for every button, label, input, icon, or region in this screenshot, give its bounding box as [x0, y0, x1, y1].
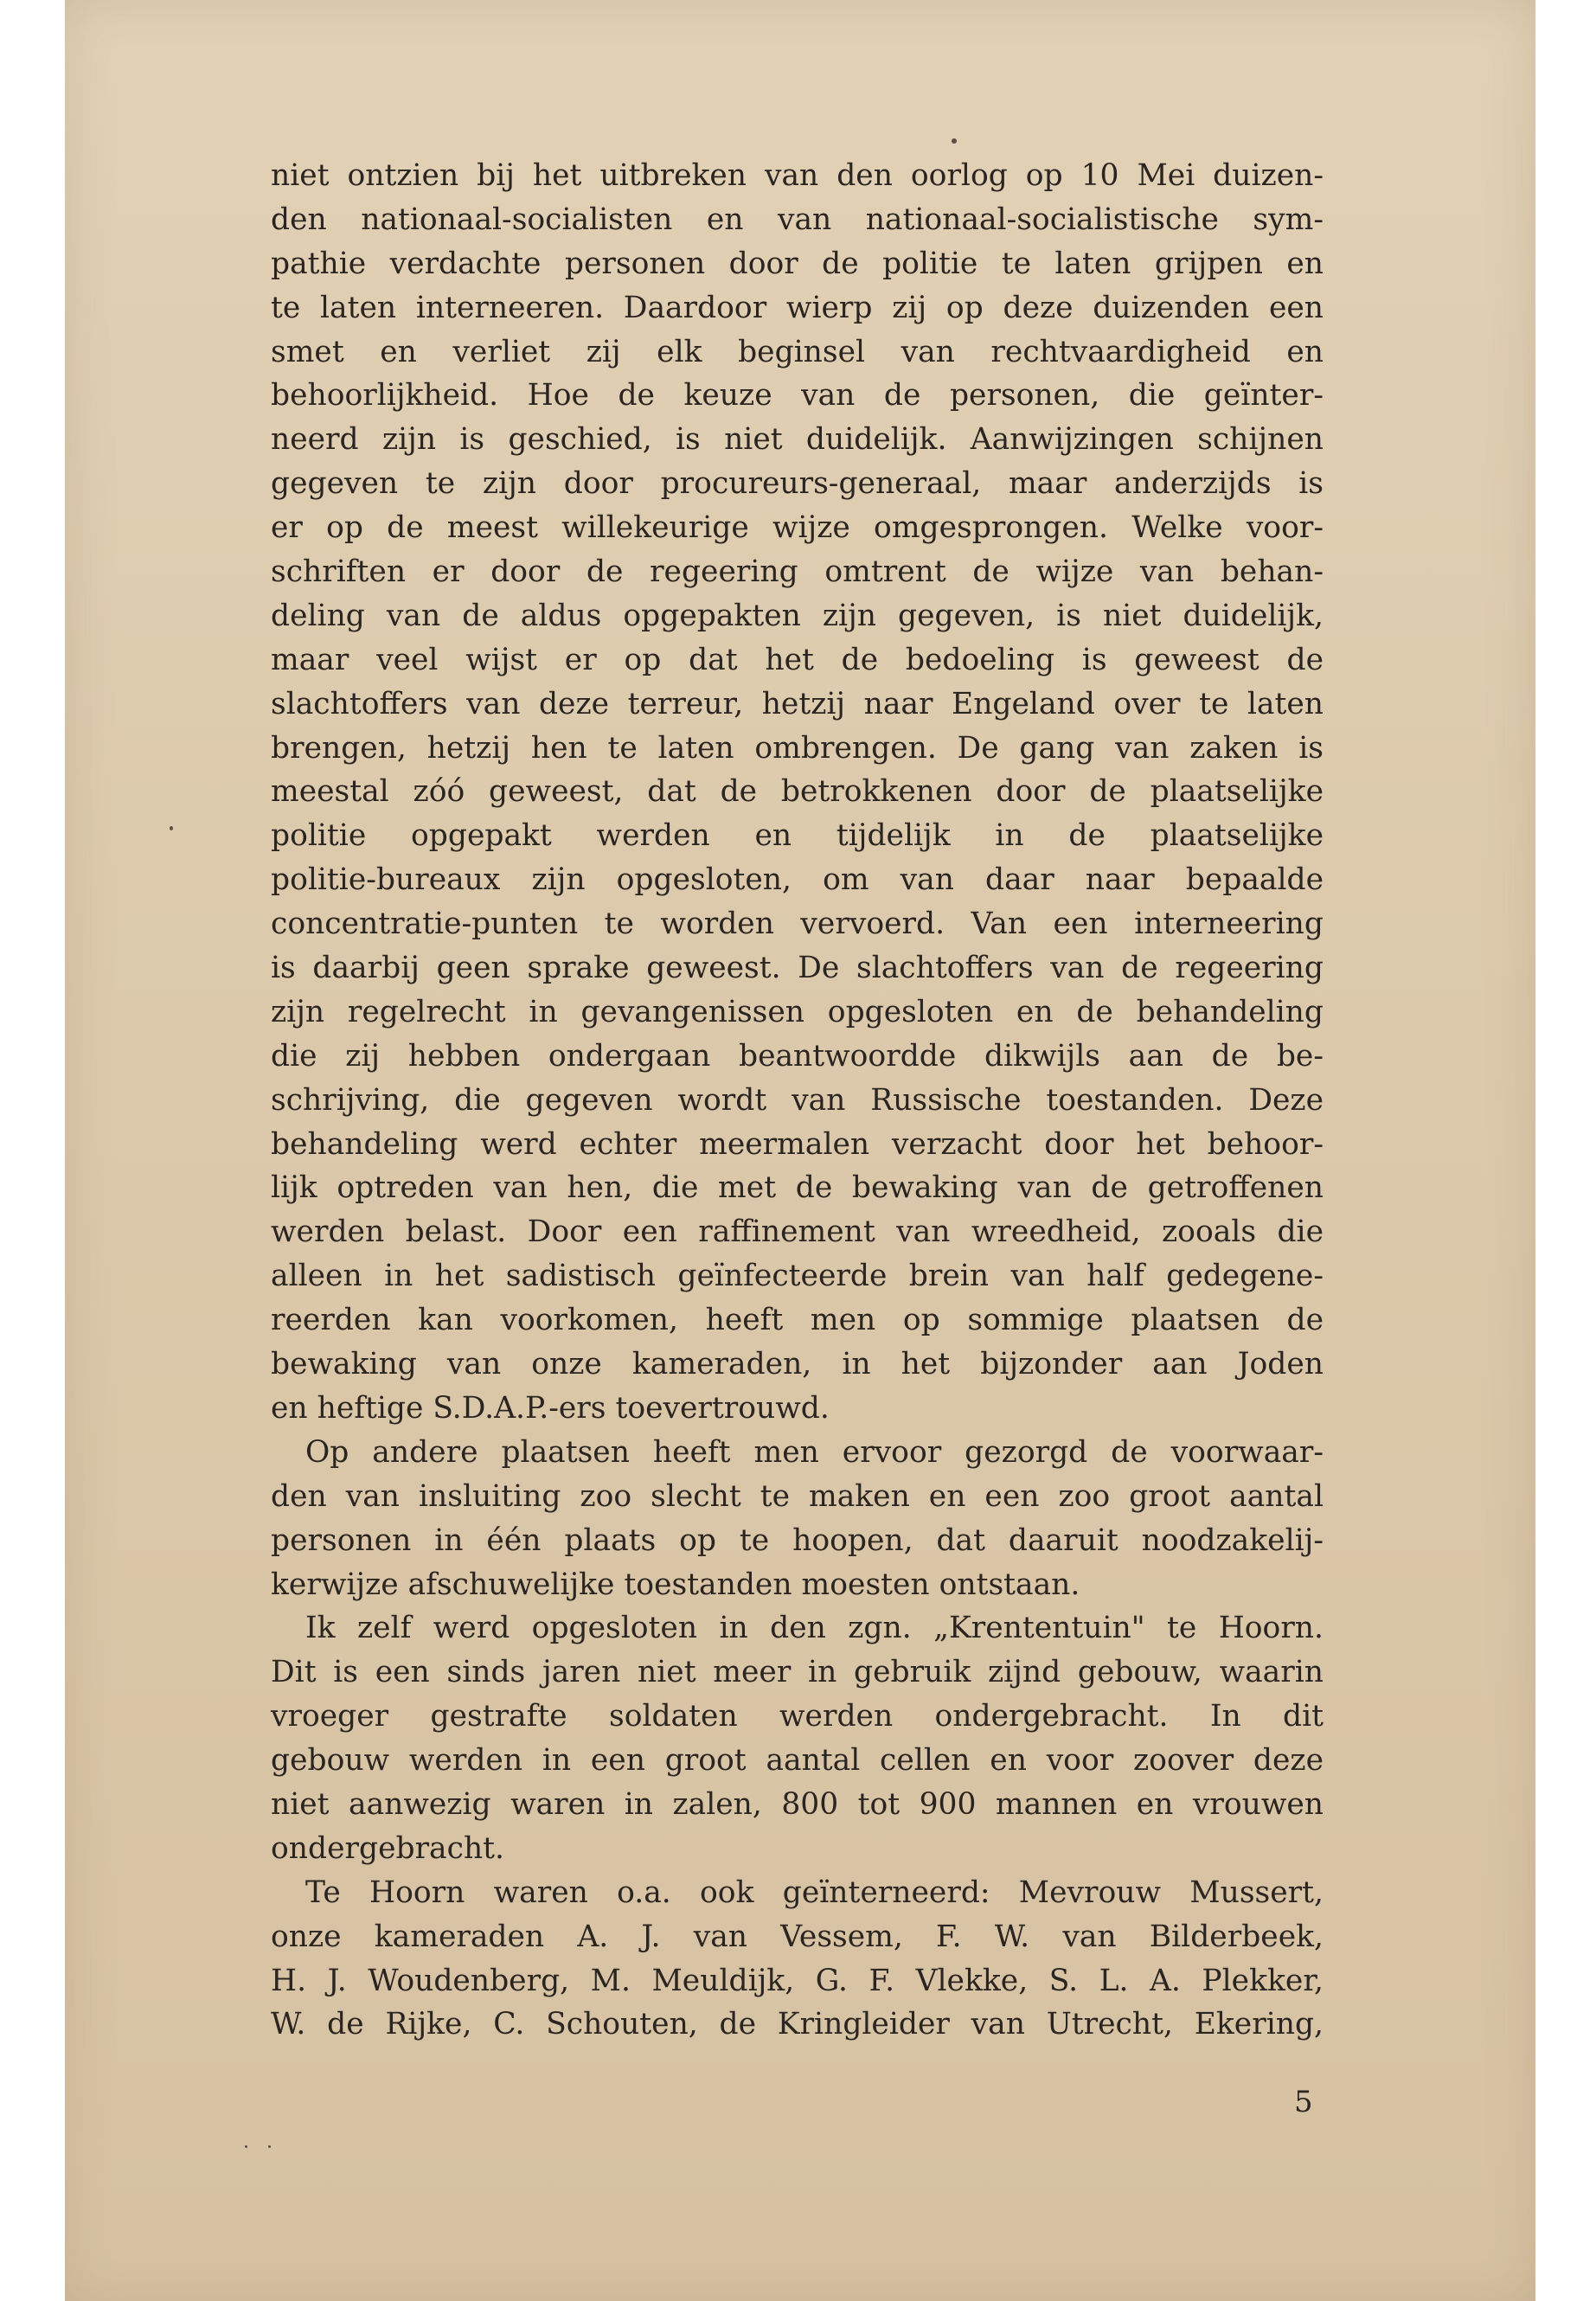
text-line: en heftige S.D.A.P.-ers toevertrouwd.	[271, 1390, 830, 1426]
text-line: niet ontzien bij het uitbreken van den oorlog op 10 Mei duizen-	[271, 158, 1324, 193]
text-line: onze kameraden A. J. van Vessem, F. W. van Bilderbeek,	[271, 1919, 1324, 1954]
text-line: reerden kan voorkomen, heeft men op sommige plaatsen de	[271, 1303, 1324, 1338]
text-line: brengen, hetzij hen te laten ombrengen. De gang van zaken is	[271, 730, 1324, 766]
ink-speck	[268, 2145, 271, 2148]
text-line: personen in één plaats op te hoopen, dat daaruit noodzakelij-	[271, 1522, 1324, 1558]
text-line: is daarbij geen sprake geweest. De slachtoffers van de regeering	[271, 951, 1324, 986]
text-line: gebouw werden in een groot aantal cellen en voor zoover deze	[271, 1743, 1324, 1779]
page-number: 5	[1294, 2085, 1313, 2119]
text-line: Te Hoorn waren o.a. ook geïnterneerd: Mevrouw Mussert,	[305, 1875, 1324, 1910]
text-line: vroeger gestrafte soldaten werden ondergebracht. In dit	[271, 1699, 1324, 1734]
text-line: Op andere plaatsen heeft men ervoor gezorgd de voorwaar-	[305, 1434, 1324, 1470]
text-line: politie-bureaux zijn opgesloten, om van daar naar bepaalde	[271, 862, 1324, 898]
ink-speck	[245, 2145, 247, 2148]
text-line: alleen in het sadistisch geïnfecteerde brein van half gedegene-	[271, 1259, 1324, 1294]
text-line: niet aanwezig waren in zalen, 800 tot 900 mannen en vrouwen	[271, 1786, 1324, 1822]
text-line: politie opgepakt werden en tijdelijk in de plaatselijke	[271, 818, 1324, 854]
text-line: behoorlijkheid. Hoe de keuze van de personen, die geïnter-	[271, 378, 1324, 413]
text-line: lijk optreden van hen, die met de bewaking van de getroffenen	[271, 1170, 1324, 1206]
text-line: den nationaal-socialisten en van nationaal-socialistische sym-	[271, 202, 1324, 237]
text-line: Ik zelf werd opgesloten in den zgn. „Krententuin" te Hoorn.	[305, 1611, 1324, 1646]
text-line: Dit is een sinds jaren niet meer in gebruik zijnd gebouw, waarin	[271, 1655, 1324, 1690]
ink-speck	[170, 826, 173, 830]
text-line: schriften er door de regeering omtrent de wijze van behan-	[271, 554, 1324, 590]
text-line: slachtoffers van deze terreur, hetzij naar Engeland over te laten	[271, 686, 1324, 721]
text-line: W. de Rijke, C. Schouten, de Kringleider van Utrecht, Ekering,	[271, 2007, 1324, 2042]
text-line: die zij hebben ondergaan beantwoordde dikwijls aan de be-	[271, 1038, 1324, 1074]
text-line: pathie verdachte personen door de politie te laten grijpen en	[271, 246, 1324, 281]
text-line: zijn regelrecht in gevangenissen opgesloten en de behandeling	[271, 994, 1324, 1029]
text-line: H. J. Woudenberg, M. Meuldijk, G. F. Vlekke, S. L. A. Plekker,	[271, 1963, 1324, 1998]
body-text	[271, 154, 1324, 2047]
text-line: schrijving, die gegeven wordt van Russische toestanden. Deze	[271, 1082, 1324, 1118]
text-line: te laten interneeren. Daardoor wierp zij op deze duizenden een	[271, 290, 1324, 325]
text-line: deling van de aldus opgepakten zijn gegeven, is niet duidelijk,	[271, 598, 1324, 633]
text-line: kerwijze afschuwelijke toestanden moesten ontstaan.	[271, 1567, 1080, 1602]
text-line: neerd zijn is geschied, is niet duidelijk. Aanwijzingen schijnen	[271, 422, 1324, 458]
text-line: den van insluiting zoo slecht te maken en een zoo groot aantal	[271, 1478, 1324, 1514]
text-line: smet en verliet zij elk beginsel van rechtvaardigheid en	[271, 334, 1324, 369]
ink-speck	[952, 138, 957, 144]
text-line: behandeling werd echter meermalen verzacht door het behoor-	[271, 1126, 1324, 1162]
text-line: ondergebracht.	[271, 1830, 505, 1866]
text-line: bewaking van onze kameraden, in het bijzonder aan Joden	[271, 1347, 1324, 1382]
text-line: werden belast. Door een raffinement van wreedheid, zooals die	[271, 1215, 1324, 1250]
text-line: maar veel wijst er op dat het de bedoeling is geweest de	[271, 642, 1324, 677]
text-line: er op de meest willekeurige wijze omgesprongen. Welke voor-	[271, 510, 1324, 546]
text-line: concentratie-punten te worden vervoerd. Van een interneering	[271, 907, 1324, 942]
text-line: meestal zóó geweest, dat de betrokkenen door de plaatselijke	[271, 774, 1324, 810]
text-line: gegeven te zijn door procureurs-generaal, maar anderzijds is	[271, 466, 1324, 502]
